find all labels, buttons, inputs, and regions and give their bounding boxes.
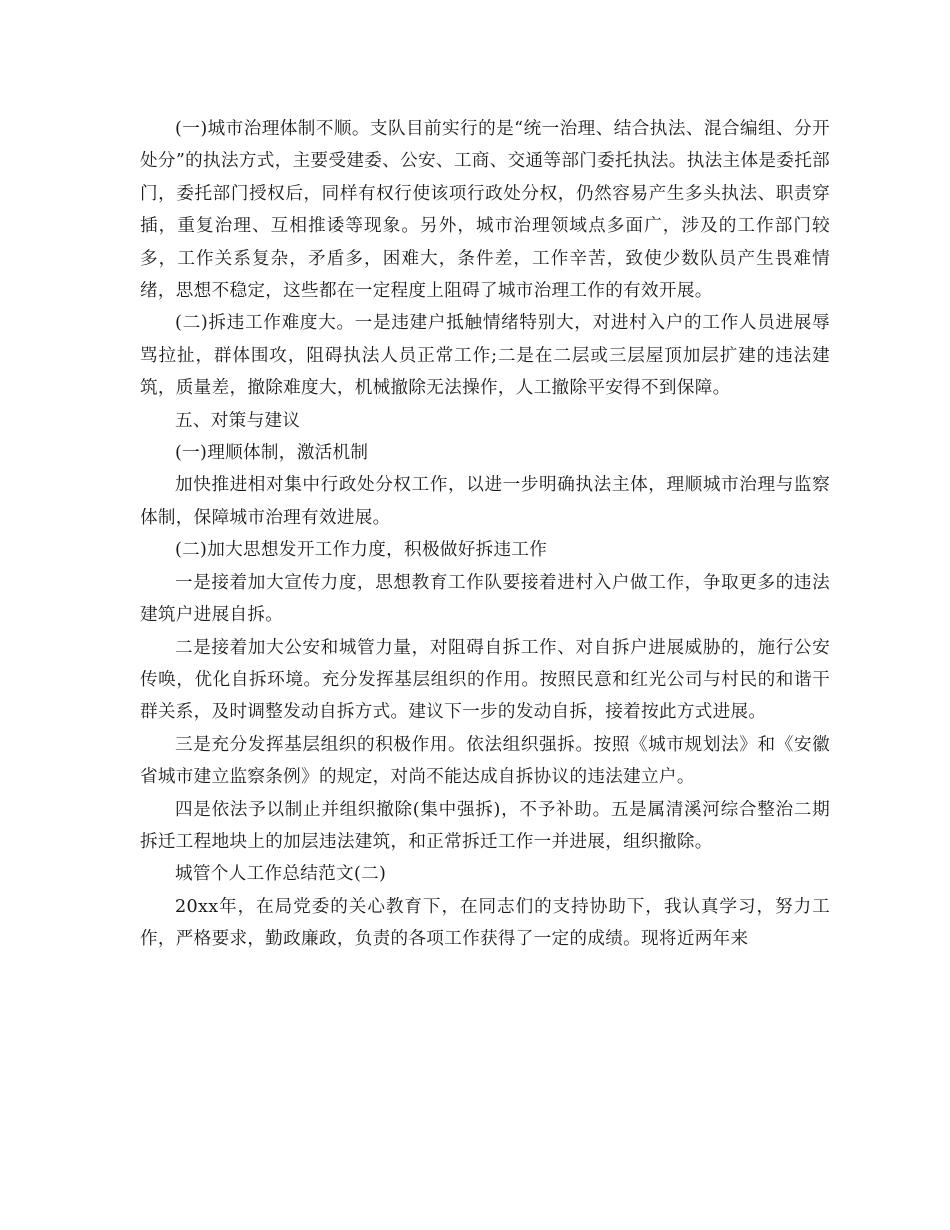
section-heading-countermeasures: 五、对策与建议 [175, 410, 301, 431]
subheading-2: (二)加大思想发开工作力度，积极做好拆违工作 [175, 540, 548, 561]
document-body [140, 113, 830, 956]
section-heading-summary: 城管个人工作总结范文(二) [175, 864, 387, 885]
paragraph-measure-2c: 三是充分发挥基层组织的积极作用。依法组织强拆。按照《城市规划法》和《安徽省城市建立监察条例》的规定，对尚不能达成自拆协议的违法建立户。 [140, 734, 830, 788]
paragraph-measure-1: 加快推进相对集中行政处分权工作，以进一步明确执法主体，理顺城市治理与监察体制，保障城市治理有效进展。 [140, 475, 830, 528]
paragraph-measure-2d: 四是依法予以制止并组织撤除(集中强拆)，不予补助。五是属清溪河综合整治二期拆迁工程地块上的加层违法建筑，和正常拆迁工作一并进展，组织撤除。 [140, 799, 830, 852]
paragraph-measure-2a: 一是接着加大宣传力度，思想教育工作队要接着进村入户做工作，争取更多的违法建筑户进展自拆。 [140, 572, 830, 626]
paragraph-summary-intro: 20xx年，在局党委的关心教育下，在同志们的支持协助下，我认真学习，努力工作，严格要求，勤政廉政，负责的各项工作获得了一定的成绩。现将近两年来 [140, 896, 830, 950]
paragraph-problem-2: (二)拆违工作难度大。一是违建户抵触情绪特别大，对进村入户的工作人员进展辱骂拉扯，群体围攻，阻碍执法人员正常工作;二是在二层或三层屋顶加层扩建的违法建筑，质量差，撤除难度大，机械撤除无法操作，人工撤除平安得不到保障。 [140, 313, 830, 399]
paragraph-measure-2b: 二是接着加大公安和城管力量，对阻碍自拆工作、对自拆户进展威胁的，施行公安传唤，优化自拆环境。充分发挥基层组织的作用。按照民意和红光公司与村民的和谐干群关系，及时调整发动自拆方式。建议下一步的发动自拆，接着按此方式进展。 [140, 637, 830, 723]
subheading-1: (一)理顺体制，激活机制 [175, 443, 369, 464]
paragraph-problem-1: (一)城市治理体制不顺。支队目前实行的是“统一治理、结合执法、混合编组、分开处分”的执法方式，主要受建委、公安、工商、交通等部门委托执法。执法主体是委托部门，委托部门授权后，同样有权行使该项行政处分权，仍然容易产生多头执法、职责穿插，重复治理、互相推诿等现象。另外，城市治理领域点多面广，涉及的工作部门较多，工作关系复杂，矛盾多，困难大，条件差，工作辛苦，致使少数队员产生畏难情绪，思想不稳定，这些都在一定程度上阻碍了城市治理工作的有效开展。 [140, 119, 830, 302]
